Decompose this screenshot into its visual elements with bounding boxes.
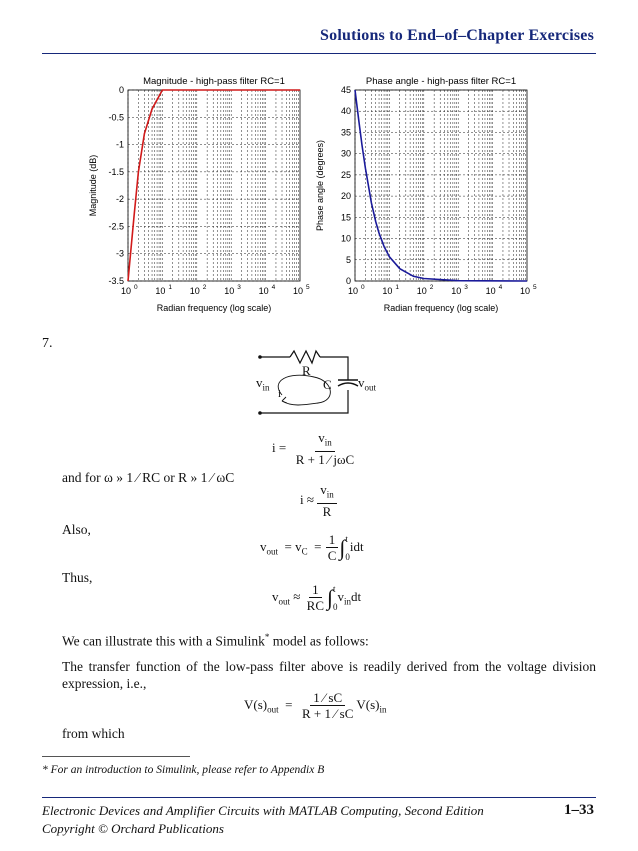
page-number: 1–33 bbox=[564, 802, 594, 818]
simulink-text: We can illustrate this with a Simulink* model as follows: bbox=[62, 632, 369, 649]
x-tick-exponent: 5 bbox=[306, 284, 310, 291]
capacitor-symbol bbox=[338, 380, 358, 386]
y-tick-label: -0.5 bbox=[108, 112, 124, 123]
x-axis-label: Radian frequency (log scale) bbox=[156, 303, 272, 313]
y-tick-label: 40 bbox=[340, 106, 351, 117]
series-line bbox=[355, 90, 527, 281]
y-axis-label: Phase angle (degrees) bbox=[315, 139, 325, 232]
current-label: i bbox=[278, 388, 282, 400]
copyright: Copyright © Orchard Publications bbox=[42, 821, 224, 836]
equation-current-approx: i ≈ $\frac{v_{in}}{R}$ bbox=[300, 482, 337, 520]
y-tick-label: 15 bbox=[340, 212, 351, 223]
x-tick-label: 10 bbox=[189, 286, 200, 296]
x-tick-exponent: 4 bbox=[271, 284, 276, 291]
footer-book-info bbox=[42, 802, 484, 838]
x-tick-exponent: 5 bbox=[533, 284, 537, 291]
y-tick-label: 35 bbox=[340, 127, 351, 138]
x-tick-exponent: 2 bbox=[429, 284, 434, 291]
x-tick-exponent: 1 bbox=[395, 284, 400, 291]
equation-vout-approx: $v_{out}$ ≈ $\frac{1}{RC}$ ∫ t 0 $v_{in}dt$ bbox=[272, 582, 362, 613]
header-rule bbox=[42, 53, 596, 54]
y-tick-label: -3.5 bbox=[108, 276, 124, 286]
footnote: * For an introduction to Simulink, please refer to Appendix B bbox=[42, 764, 325, 776]
x-tick-label: 10 bbox=[120, 286, 132, 296]
y-tick-label: 20 bbox=[340, 191, 351, 202]
y-axis-label: Magnitude (dB) bbox=[88, 154, 98, 217]
x-tick-label: 10 bbox=[292, 286, 304, 296]
condition-text: and for ω » 1 ⁄ RC or R » 1 ⁄ ωC bbox=[62, 470, 235, 485]
transfer-function-text: The transfer function of the low-pass filter above is readily derived from the voltage division expression, i.e., bbox=[62, 659, 596, 691]
y-tick-label: 5 bbox=[345, 254, 351, 265]
running-header: Solutions to End–of–Chapter Exercises bbox=[320, 27, 594, 44]
chart-title: Magnitude - high-pass filter RC=1 bbox=[143, 76, 285, 87]
y-tick-label: -2.5 bbox=[108, 221, 124, 232]
x-tick-label: 10 bbox=[258, 286, 269, 296]
y-tick-label: 10 bbox=[340, 233, 351, 244]
y-tick-label: -2 bbox=[115, 194, 124, 205]
series-line bbox=[128, 90, 300, 281]
x-tick-exponent: 3 bbox=[237, 284, 241, 291]
resistor-symbol bbox=[290, 351, 320, 363]
x-tick-label: 10 bbox=[519, 286, 531, 296]
x-tick-exponent: 2 bbox=[202, 284, 207, 291]
x-tick-label: 10 bbox=[416, 286, 427, 296]
x-tick-exponent: 1 bbox=[168, 284, 173, 291]
x-tick-label: 10 bbox=[224, 286, 235, 296]
x-axis-label: Radian frequency (log scale) bbox=[383, 303, 499, 313]
y-tick-label: -1 bbox=[115, 139, 124, 150]
vin-label: $v_{in}$ bbox=[256, 375, 270, 393]
capacitor-label: C bbox=[323, 377, 332, 392]
resistor-label: R bbox=[302, 363, 311, 378]
x-tick-label: 10 bbox=[347, 286, 359, 296]
x-tick-exponent: 4 bbox=[498, 284, 503, 291]
x-tick-exponent: 3 bbox=[464, 284, 468, 291]
y-tick-label: -1.5 bbox=[108, 166, 124, 177]
plot-frame bbox=[355, 90, 527, 281]
text-thus: Thus, bbox=[62, 570, 93, 585]
x-tick-label: 10 bbox=[451, 286, 462, 296]
equation-vout-integral: $v_{out} = v_C$ = $\frac{1}{C}$ ∫ t 0 idt bbox=[260, 532, 364, 563]
x-tick-label: 10 bbox=[382, 286, 393, 296]
book-title: Electronic Devices and Amplifier Circuits with MATLAB Computing, Second Edition bbox=[42, 803, 484, 818]
phase-angle-chart bbox=[315, 66, 545, 313]
y-tick-label: 0 bbox=[345, 276, 351, 286]
footer-rule bbox=[42, 797, 596, 798]
footnote-rule bbox=[42, 756, 190, 757]
y-tick-label: 45 bbox=[340, 85, 351, 95]
y-tick-label: -3 bbox=[115, 248, 124, 259]
chart-title: Phase angle - high-pass filter RC=1 bbox=[365, 76, 517, 87]
y-tick-label: 25 bbox=[340, 169, 351, 180]
equation-transfer-function: $V(s)_{out}$ = $\frac{1 ⁄ sC}{R + 1 ⁄ sC}$ $V(s)_{in}$ bbox=[244, 690, 387, 721]
vout-label: $v_{out}$ bbox=[358, 375, 377, 393]
x-tick-label: 10 bbox=[485, 286, 496, 296]
equation-current: i = $\frac{v_{in}}{\text{R + 1 ⁄ jωC}}$ bbox=[272, 430, 355, 467]
plot-frame bbox=[128, 90, 300, 281]
text-from-which: from which bbox=[62, 726, 125, 741]
x-tick-exponent: 0 bbox=[134, 284, 138, 291]
text-also: Also, bbox=[62, 522, 91, 537]
x-tick-exponent: 0 bbox=[361, 284, 365, 291]
magnitude-chart bbox=[86, 66, 316, 312]
problem-number: 7. bbox=[42, 336, 53, 351]
y-tick-label: 0 bbox=[118, 85, 124, 95]
x-tick-label: 10 bbox=[155, 286, 166, 296]
y-tick-label: 30 bbox=[340, 148, 351, 159]
